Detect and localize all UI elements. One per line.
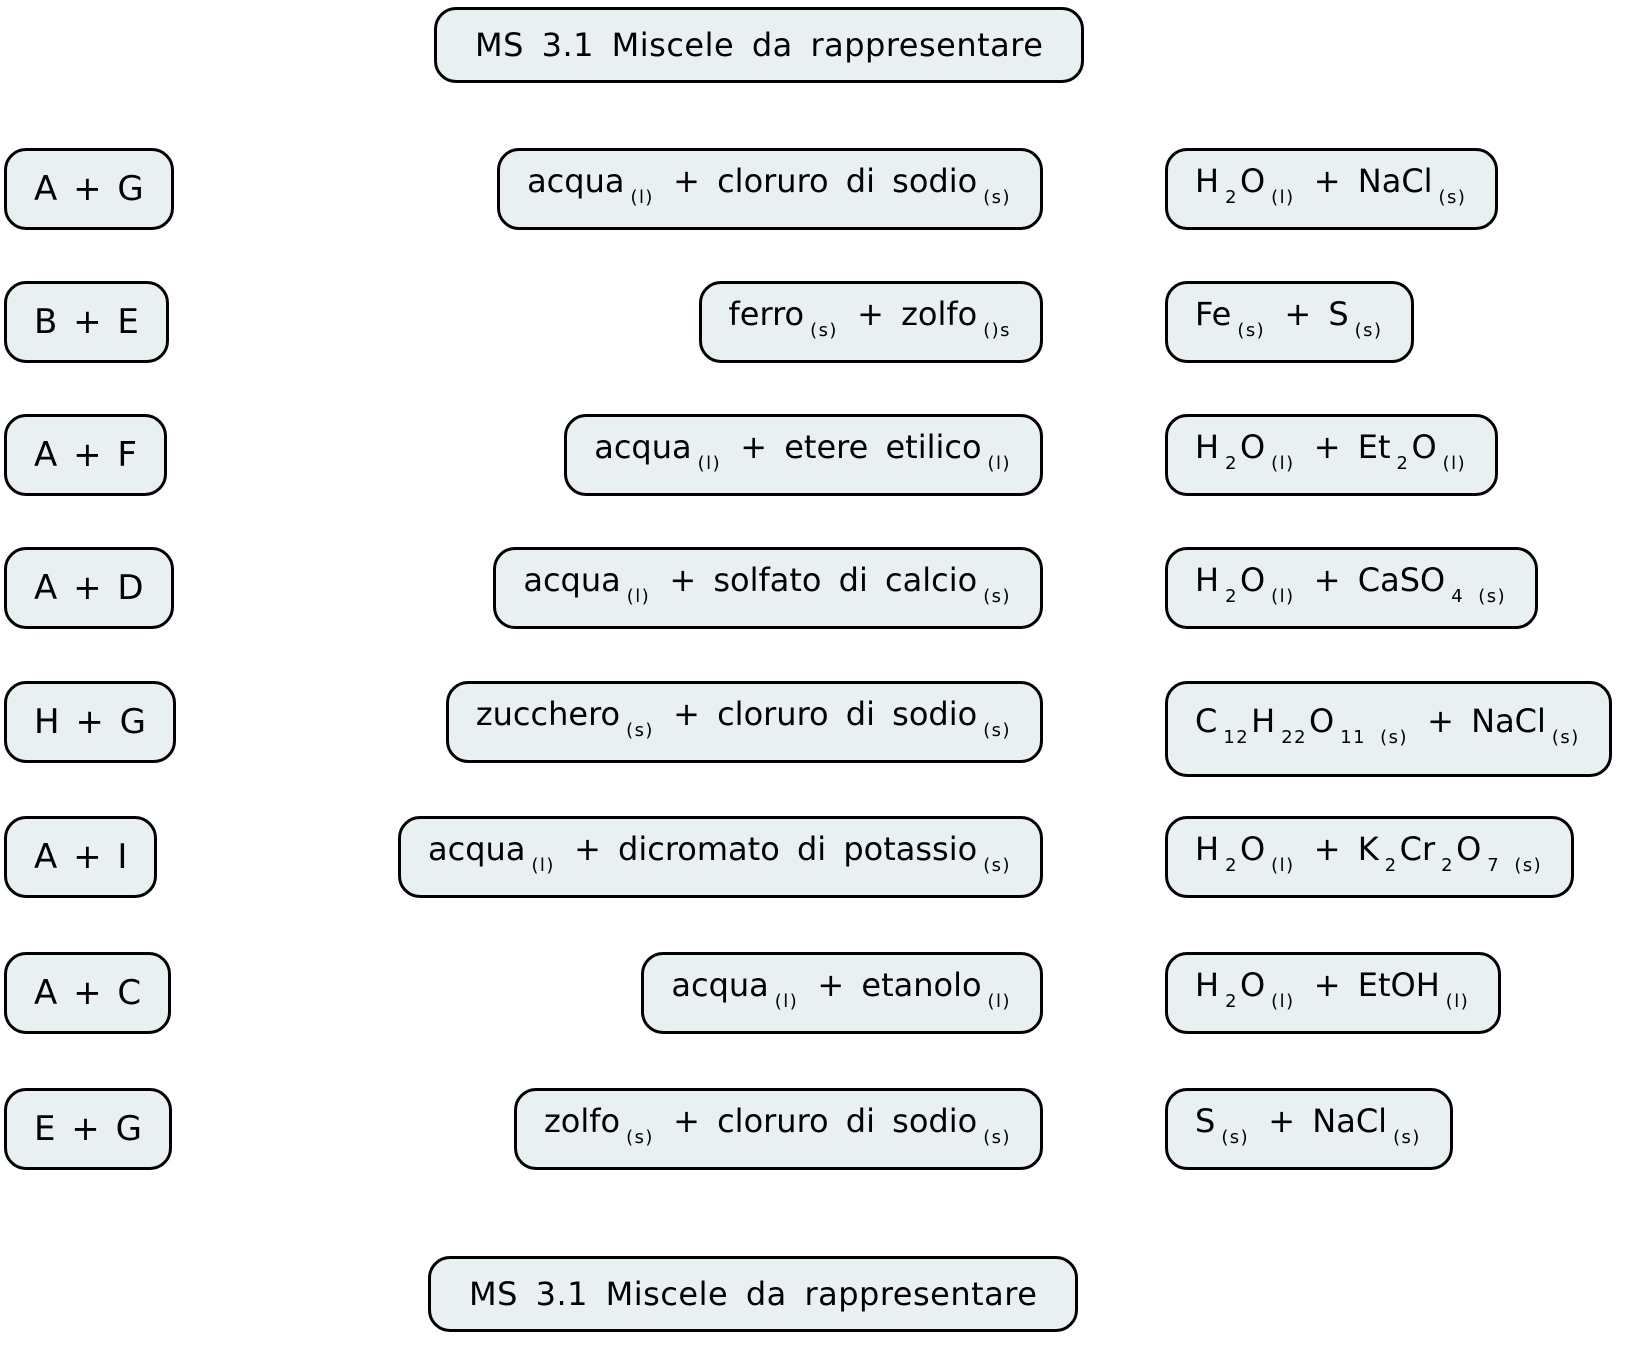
subscript: (s) bbox=[983, 855, 1011, 877]
subscript: (s) bbox=[983, 586, 1011, 608]
text-part: O bbox=[1239, 965, 1266, 1004]
text-part: + K bbox=[1296, 829, 1379, 868]
mixture-formula-box bbox=[1165, 816, 1574, 898]
title-box-bottom bbox=[428, 1256, 1078, 1332]
text-part: O bbox=[1239, 560, 1266, 599]
text-part: H bbox=[1195, 829, 1220, 868]
subscript: (l) bbox=[1271, 991, 1295, 1013]
subscript: (s) bbox=[810, 320, 838, 342]
text-part: + etere etilico bbox=[723, 427, 982, 466]
text-part: + NaCl bbox=[1296, 161, 1433, 200]
subscript: 2 bbox=[1225, 855, 1238, 877]
text-part: Cr bbox=[1399, 829, 1436, 868]
pair-code-box bbox=[4, 816, 157, 898]
pair-code-text: H + G bbox=[34, 702, 147, 742]
mixture-formula-text bbox=[1195, 294, 1384, 346]
text-part: + cloruro di sodio bbox=[655, 694, 978, 733]
subscript: (l) bbox=[630, 187, 654, 209]
mixture-name-text bbox=[527, 161, 1013, 213]
mixture-formula-box bbox=[1165, 148, 1498, 230]
subscript: (s) bbox=[1237, 320, 1266, 342]
text-part: O bbox=[1411, 427, 1437, 466]
text-part: H bbox=[1195, 161, 1220, 200]
mixture-formula-text bbox=[1195, 161, 1468, 213]
text-part: S bbox=[1195, 1101, 1216, 1140]
subscript: (s) bbox=[1221, 1127, 1250, 1149]
subscript: 2 bbox=[1384, 855, 1398, 877]
subscript: (l) bbox=[1445, 991, 1470, 1013]
mixture-formula-text bbox=[1195, 1101, 1423, 1153]
subscript: (l) bbox=[697, 453, 722, 475]
text-part: H bbox=[1195, 560, 1220, 599]
text-part: + cloruro di sodio bbox=[655, 1101, 978, 1140]
pair-code-text: A + G bbox=[34, 169, 144, 209]
mixture-name-text bbox=[594, 427, 1013, 479]
text-part: H bbox=[1195, 965, 1220, 1004]
mixture-formula-text bbox=[1195, 829, 1544, 881]
pair-code-text: A + C bbox=[34, 973, 142, 1013]
pair-code-box bbox=[4, 148, 174, 230]
mixture-formula-box bbox=[1165, 281, 1414, 363]
subscript: 11 (s) bbox=[1340, 727, 1408, 749]
text-part: + dicromato di potassio bbox=[556, 829, 978, 868]
subscript: (l) bbox=[531, 855, 555, 877]
subscript: (s) bbox=[983, 720, 1011, 742]
subscript: (l) bbox=[774, 991, 799, 1013]
text-part: O bbox=[1239, 161, 1266, 200]
text-part: acqua bbox=[523, 560, 621, 599]
pair-code-text: B + E bbox=[34, 302, 139, 342]
text-part: + zolfo bbox=[839, 294, 978, 333]
text-part: zolfo bbox=[544, 1101, 621, 1140]
subscript: (s) bbox=[983, 1127, 1011, 1149]
text-part: + etanolo bbox=[800, 965, 982, 1004]
mixture-formula-box bbox=[1165, 414, 1498, 496]
subscript: 2 bbox=[1441, 855, 1455, 877]
text-part: + solfato di calcio bbox=[652, 560, 978, 599]
subscript: (s) bbox=[1393, 1127, 1421, 1149]
pair-code-text: A + F bbox=[34, 435, 137, 475]
pair-code-box bbox=[4, 681, 176, 763]
subscript: (s) bbox=[626, 720, 654, 742]
pair-code-box bbox=[4, 952, 171, 1034]
mixture-name-box bbox=[564, 414, 1043, 496]
text-part: + Et bbox=[1296, 427, 1391, 466]
text-part: C bbox=[1195, 701, 1218, 740]
subscript: (l) bbox=[987, 453, 1011, 475]
text-part: + EtOH bbox=[1296, 965, 1440, 1004]
subscript: (s) bbox=[1551, 727, 1580, 749]
subscript: 2 bbox=[1225, 991, 1238, 1013]
mixture-formula-text bbox=[1195, 965, 1471, 1017]
mixture-formula-text bbox=[1195, 560, 1508, 612]
text-part: O bbox=[1456, 829, 1482, 868]
text-part: + NaCl bbox=[1409, 701, 1546, 740]
mixture-formula-box bbox=[1165, 952, 1501, 1034]
pair-code-box bbox=[4, 547, 174, 629]
mixture-name-box bbox=[514, 1088, 1043, 1170]
subscript: (l) bbox=[1271, 586, 1295, 608]
text-part: + cloruro di sodio bbox=[655, 161, 978, 200]
mixture-formula-box bbox=[1165, 1088, 1453, 1170]
text-part: acqua bbox=[671, 965, 769, 1004]
subscript: (l) bbox=[987, 991, 1011, 1013]
subscript: (s) bbox=[983, 187, 1011, 209]
mixture-formula-box bbox=[1165, 547, 1538, 629]
text-part: O bbox=[1239, 427, 1266, 466]
title-box-top bbox=[434, 7, 1084, 83]
mixture-name-text bbox=[671, 965, 1013, 1017]
text-part: zucchero bbox=[475, 694, 621, 733]
text-part: + CaSO bbox=[1296, 560, 1446, 599]
mixture-formula-text bbox=[1195, 427, 1468, 479]
mixture-name-text bbox=[428, 829, 1013, 881]
subscript: ()s bbox=[983, 320, 1011, 342]
mixture-name-box bbox=[398, 816, 1043, 898]
text-part: acqua bbox=[428, 829, 526, 868]
mixture-formula-text bbox=[1195, 701, 1582, 753]
text-part: + S bbox=[1267, 294, 1349, 333]
subscript: (s) bbox=[626, 1127, 654, 1149]
pair-code-box bbox=[4, 414, 167, 496]
subscript: (l) bbox=[1271, 187, 1295, 209]
pair-code-box bbox=[4, 1088, 172, 1170]
text-part: acqua bbox=[594, 427, 692, 466]
subscript: (l) bbox=[1271, 855, 1295, 877]
subscript: (s) bbox=[1438, 187, 1467, 209]
text-part: ferro bbox=[728, 294, 805, 333]
mixture-name-box bbox=[497, 148, 1043, 230]
text-part: H bbox=[1251, 701, 1276, 740]
mixture-name-text bbox=[544, 1101, 1013, 1153]
mixture-name-box bbox=[641, 952, 1043, 1034]
title-bottom-text: MS 3.1 Miscele da rappresentare bbox=[469, 1275, 1038, 1313]
mixture-formula-box bbox=[1165, 681, 1612, 777]
mixture-name-text bbox=[523, 560, 1013, 612]
pair-code-text: A + D bbox=[34, 568, 144, 608]
text-part: acqua bbox=[527, 161, 625, 200]
text-part: + NaCl bbox=[1251, 1101, 1388, 1140]
subscript: 2 bbox=[1225, 187, 1238, 209]
text-part: O bbox=[1309, 701, 1335, 740]
subscript: 2 bbox=[1396, 453, 1410, 475]
text-part: O bbox=[1239, 829, 1266, 868]
pair-code-text: A + I bbox=[34, 837, 128, 877]
subscript: (l) bbox=[626, 586, 651, 608]
subscript: 2 bbox=[1225, 453, 1238, 475]
subscript: 4 (s) bbox=[1451, 586, 1507, 608]
subscript: (l) bbox=[1271, 453, 1295, 475]
mixture-name-box bbox=[446, 681, 1043, 763]
text-part: H bbox=[1195, 427, 1220, 466]
mixture-name-text bbox=[728, 294, 1013, 346]
subscript: 12 bbox=[1223, 727, 1250, 749]
subscript: 22 bbox=[1281, 727, 1307, 749]
subscript: (s) bbox=[1354, 320, 1383, 342]
mixture-name-box bbox=[699, 281, 1043, 363]
title-top-text: MS 3.1 Miscele da rappresentare bbox=[475, 26, 1044, 64]
subscript: (l) bbox=[1442, 453, 1467, 475]
mixture-name-text bbox=[475, 694, 1013, 746]
pair-code-text: E + G bbox=[34, 1109, 142, 1149]
text-part: Fe bbox=[1195, 294, 1232, 333]
pair-code-box bbox=[4, 281, 169, 363]
subscript: 7 (s) bbox=[1487, 855, 1543, 877]
mixture-name-box bbox=[493, 547, 1043, 629]
subscript: 2 bbox=[1225, 586, 1238, 608]
